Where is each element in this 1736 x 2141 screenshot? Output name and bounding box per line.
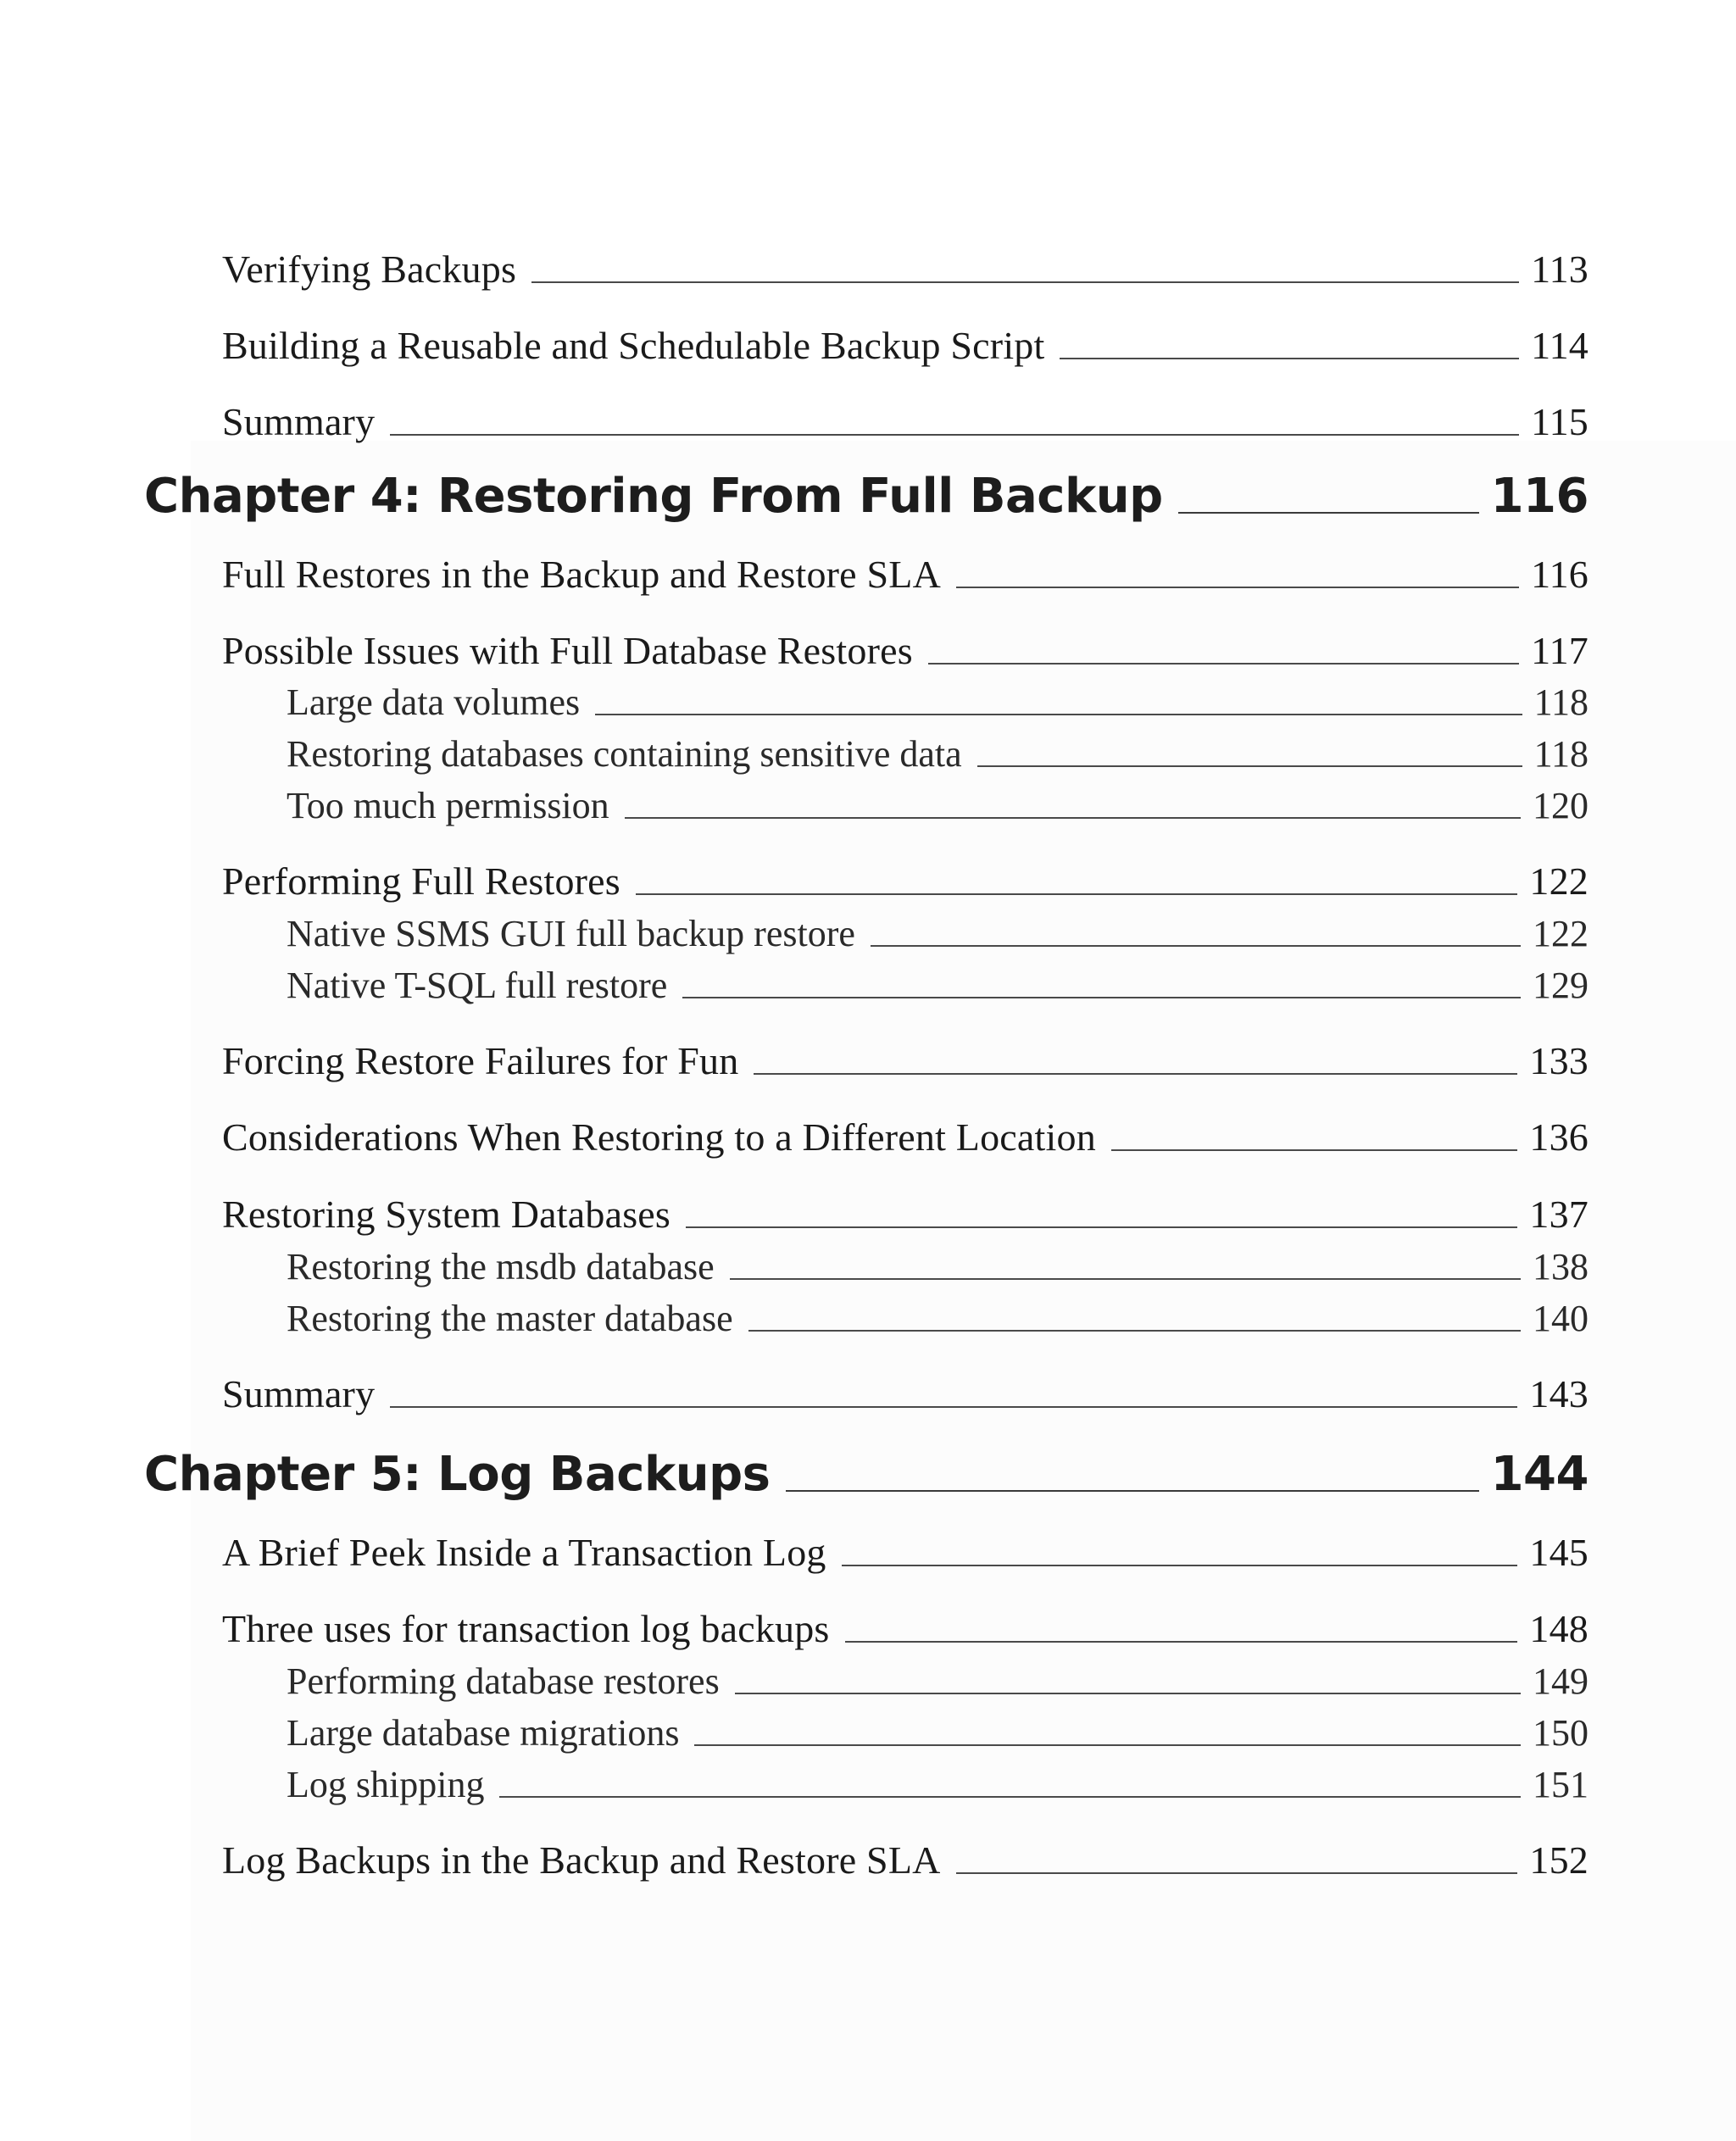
dot-leader — [871, 945, 1521, 947]
toc-entry-title: Restoring the master database — [287, 1298, 733, 1339]
toc-entry-page: 122 — [1529, 859, 1589, 903]
dot-leader — [845, 1641, 1518, 1643]
toc-entry-title: Performing Full Restores — [222, 859, 620, 903]
toc-entry-page: 148 — [1529, 1607, 1589, 1650]
toc-entry-page: 138 — [1533, 1246, 1589, 1287]
toc-subentry — [287, 1241, 1589, 1288]
toc-subentry — [287, 1293, 1589, 1340]
toc-entry-page: 133 — [1529, 1039, 1589, 1082]
dot-leader — [390, 1406, 1517, 1408]
dot-leader — [956, 1872, 1518, 1874]
toc-entry-title: Considerations When Restoring to a Different Location — [222, 1115, 1096, 1159]
toc-entry-title: Possible Issues with Full Database Restores — [222, 629, 913, 672]
toc-entry — [222, 1189, 1589, 1237]
dot-leader — [842, 1565, 1518, 1566]
toc-subentry — [287, 908, 1589, 955]
toc-entry-title: Large database migrations — [287, 1712, 680, 1754]
toc-entry-page: 129 — [1533, 965, 1589, 1006]
dot-leader — [686, 1226, 1517, 1228]
toc-entry — [222, 1369, 1589, 1416]
toc-entry-title: Log Backups in the Backup and Restore SLA — [222, 1838, 941, 1882]
toc-entry — [222, 1036, 1589, 1083]
toc-entry-title: Native T-SQL full restore — [287, 965, 668, 1006]
chapter-page: 116 — [1490, 469, 1589, 524]
toc-entry-title: Summary — [222, 1372, 376, 1415]
toc-entry-page: 152 — [1529, 1838, 1589, 1882]
dot-leader — [1111, 1149, 1518, 1151]
dot-leader — [1060, 358, 1519, 359]
toc-entry-page: 137 — [1529, 1193, 1589, 1236]
toc-entry-title: Three uses for transaction log backups — [222, 1607, 830, 1650]
toc-entry-page: 113 — [1531, 247, 1589, 291]
dot-leader — [694, 1744, 1521, 1746]
toc-chapter-heading — [144, 464, 1589, 524]
dot-leader — [390, 434, 1519, 436]
toc-subentry — [287, 1707, 1589, 1755]
dot-leader — [754, 1073, 1517, 1075]
toc-entry-title: Restoring System Databases — [222, 1193, 671, 1236]
toc-entry-page: 118 — [1533, 733, 1589, 775]
chapter-title: Chapter 4: Restoring From Full Backup — [144, 469, 1163, 524]
toc-entry — [222, 549, 1589, 597]
dot-leader — [956, 587, 1519, 588]
toc-entry-title: Verifying Backups — [222, 247, 517, 291]
toc-entry-title: Too much permission — [287, 785, 609, 826]
dot-leader — [786, 1490, 1479, 1492]
toc-entry-title: Building a Reusable and Schedulable Backup Script — [222, 324, 1045, 367]
dot-leader — [928, 663, 1519, 665]
toc-entry-page: 116 — [1531, 553, 1589, 596]
toc-entry-title: Full Restores in the Backup and Restore SLA — [222, 553, 941, 596]
toc-entry-page: 140 — [1533, 1298, 1589, 1339]
toc-subentry — [287, 728, 1589, 776]
dot-leader — [531, 281, 1519, 283]
dot-leader — [625, 817, 1521, 819]
toc-subentry — [287, 1759, 1589, 1806]
toc-entry — [222, 397, 1589, 444]
toc-entry-page: 145 — [1529, 1531, 1589, 1574]
toc-entry-page: 151 — [1533, 1764, 1589, 1805]
toc-entry-title: Restoring the msdb database — [287, 1246, 715, 1287]
dot-leader — [682, 997, 1521, 998]
toc-entry — [222, 626, 1589, 673]
toc-entry-title: Summary — [222, 400, 376, 443]
toc-entry-title: Performing database restores — [287, 1660, 720, 1702]
dot-leader — [977, 765, 1522, 767]
toc-entry-page: 117 — [1531, 629, 1589, 672]
toc-entry — [222, 1112, 1589, 1159]
toc-entry-page: 143 — [1529, 1372, 1589, 1415]
dot-leader — [1178, 512, 1479, 514]
toc-entry-title: Native SSMS GUI full backup restore — [287, 913, 855, 954]
toc-entry-page: 118 — [1533, 681, 1589, 723]
toc-entry-page: 150 — [1533, 1712, 1589, 1754]
toc-entry-page: 149 — [1533, 1660, 1589, 1702]
toc-entry-title: Forcing Restore Failures for Fun — [222, 1039, 739, 1082]
toc-entry-title: A Brief Peek Inside a Transaction Log — [222, 1531, 826, 1574]
toc-subentry — [287, 676, 1589, 724]
toc-entry — [222, 320, 1589, 368]
dot-leader — [595, 714, 1522, 715]
toc-entry-title: Restoring databases containing sensitive data — [287, 733, 962, 775]
toc-chapter-heading — [144, 1443, 1589, 1502]
toc-entry-page: 115 — [1531, 400, 1589, 443]
toc-subentry — [287, 780, 1589, 827]
chapter-page: 144 — [1490, 1447, 1589, 1502]
toc-entry — [222, 1835, 1589, 1882]
toc-subentry — [287, 1655, 1589, 1703]
toc-entry — [222, 856, 1589, 904]
toc-subentry — [287, 959, 1589, 1007]
dot-leader — [499, 1796, 1521, 1798]
toc-entry — [222, 244, 1589, 292]
toc-entry — [222, 1527, 1589, 1575]
dot-leader — [636, 893, 1518, 895]
toc-entry-page: 120 — [1533, 785, 1589, 826]
dot-leader — [748, 1330, 1521, 1332]
chapter-title: Chapter 5: Log Backups — [144, 1447, 771, 1502]
dot-leader — [730, 1278, 1521, 1280]
toc-entry-title: Large data volumes — [287, 681, 581, 723]
dot-leader — [735, 1693, 1521, 1694]
toc-entry-page: 122 — [1533, 913, 1589, 954]
toc-entry-page: 114 — [1531, 324, 1589, 367]
toc-entry — [222, 1604, 1589, 1651]
toc-entry-title: Log shipping — [287, 1764, 485, 1805]
toc-entry-page: 136 — [1529, 1115, 1589, 1159]
